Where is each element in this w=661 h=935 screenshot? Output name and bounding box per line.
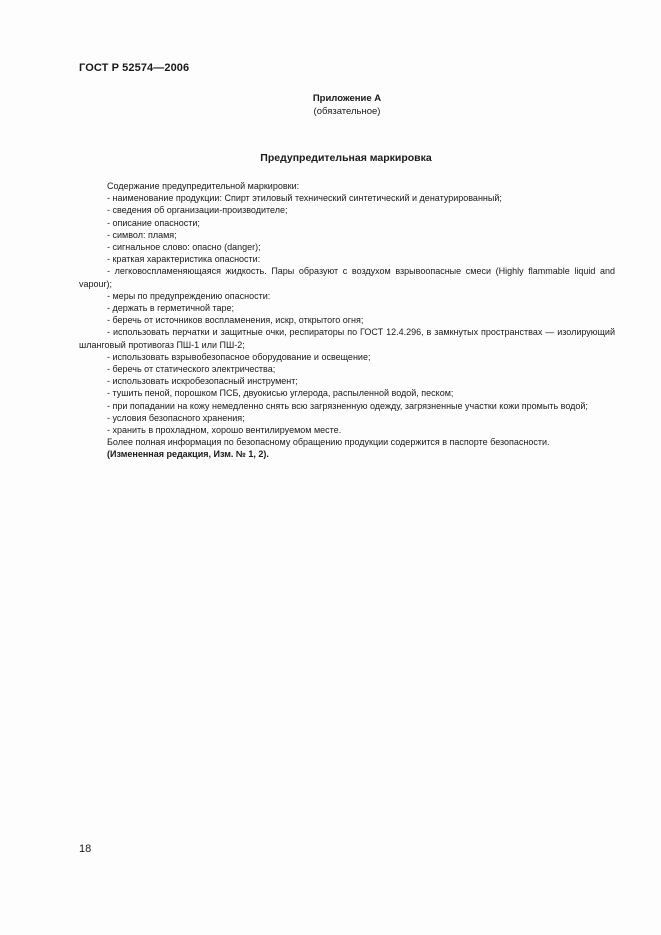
- page-number: 18: [79, 843, 92, 855]
- list-item: - легковоспламеняющаяся жидкость. Пары образуют с воздухом взрывоопасные смеси (Highly flammable liquid and vapour);: [79, 266, 615, 289]
- list-item: - беречь от источников воспламенения, искр, открытого огня;: [107, 315, 364, 326]
- list-item: - использовать перчатки и защитные очки, респираторы по ГОСТ 12.4.296, в замкнутых пространствах — изолирующий шланговый противогаз ПШ-1 или ПШ-2;: [79, 327, 615, 350]
- list-item: - хранить в прохладном, хорошо вентилируемом месте.: [107, 425, 342, 436]
- list-item: - условия безопасного хранения;: [107, 412, 245, 423]
- list-item: - символ: пламя;: [107, 229, 177, 240]
- appendix-heading: [280, 92, 414, 118]
- list-item: - держать в герметичной таре;: [107, 303, 235, 314]
- list-item: - сигнальное слово: опасно (danger);: [107, 242, 261, 253]
- section-title: Предупредительная маркировка: [260, 152, 432, 164]
- appendix-status: (обязательное): [313, 106, 381, 117]
- document-code-header: ГОСТ Р 52574—2006: [79, 62, 190, 74]
- appendix-title: Приложение А: [312, 93, 382, 104]
- list-item: - при попадании на кожу немедленно снять всю загрязненную одежду, загрязненные участки кожи промыть водой;: [107, 400, 588, 411]
- list-item: - беречь от статического электричества;: [107, 364, 276, 375]
- paragraph: Более полная информация по безопасному обращению продукции содержится в паспорте безопасности.: [107, 437, 550, 448]
- list-item: - тушить пеной, порошком ПСБ, двуокисью углерода, распыленной водой, песком;: [107, 388, 454, 399]
- list-item: - сведения об организации-производителе;: [107, 205, 288, 216]
- list-item: - меры по предупреждению опасности:: [107, 290, 271, 301]
- list-item: - краткая характеристика опасности:: [107, 254, 261, 265]
- list-item: - описание опасности;: [107, 217, 200, 228]
- list-item: - наименование продукции: Спирт этиловый технический синтетический и денатурированный;: [107, 193, 502, 204]
- amendment-note: (Измененная редакция, Изм. № 1, 2).: [107, 449, 269, 460]
- list-item: - использовать взрывобезопасное оборудование и освещение;: [107, 351, 371, 362]
- list-item: - использовать искробезопасный инструмент;: [107, 376, 298, 387]
- document-body: [79, 180, 615, 461]
- paragraph: Содержание предупредительной маркировки:: [107, 181, 300, 191]
